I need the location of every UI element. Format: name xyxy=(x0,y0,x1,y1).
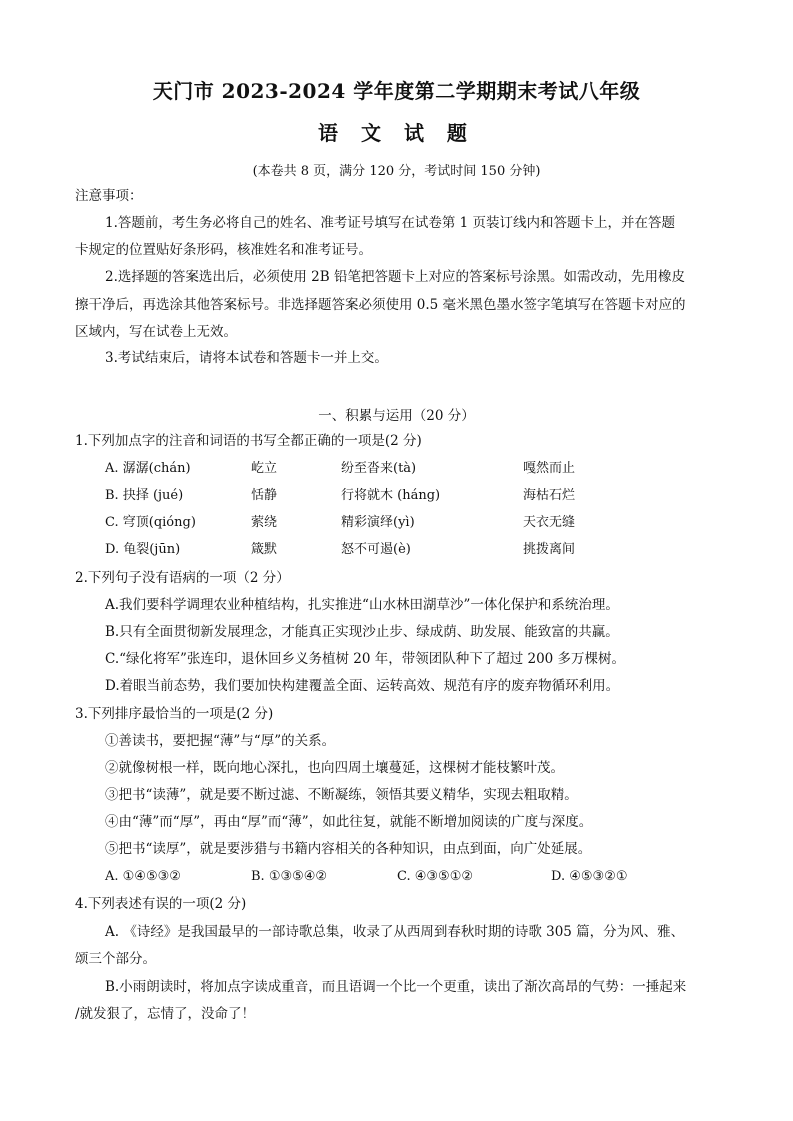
question-4-stem: 4.下列表述有误的一项(2 分) xyxy=(75,896,247,912)
notice-item-2-line-2: 擦干净后，再选涂其他答案标号。非选择题答案必须使用 0.5 毫米黑色墨水签字笔填写在答题卡对应的 xyxy=(75,297,686,313)
notice-heading: 注意事项： xyxy=(75,188,143,204)
question-4-option-b-line-1: B.小雨朗读时，将加点字读成重音，而且语调一个比一个更重，读出了渐次高昂的气势：一捶起来 xyxy=(105,979,687,995)
question-3-sentence-1: ①善读书，要把握“薄”与“厚”的关系。 xyxy=(105,733,336,749)
q1-a-word-1: A. 潺潺(chán) xyxy=(105,461,191,476)
q1-b-word-2: 恬静 xyxy=(251,488,278,503)
q1-a-word-3: 纷至沓来(tà) xyxy=(341,461,417,476)
question-3-sentence-4: ④由“薄”而“厚”，再由“厚”而“薄”，如此往复，就能不断增加阅读的广度与深度。 xyxy=(105,814,593,830)
question-4-option-b-line-2: /就发狠了，忘情了，没命了！ xyxy=(75,1006,256,1022)
exam-info: (本卷共 8 页，满分 120 分，考试时间 150 分钟) xyxy=(252,164,541,179)
exam-subtitle: 语 文 试 题 xyxy=(318,121,475,145)
question-3-sentence-5: ⑤把书“读厚”，就是要涉猎与书籍内容相关的各种知识，由点到面，向广处延展。 xyxy=(105,841,592,857)
q1-b-word-1: B. 抉择 (jué) xyxy=(105,488,184,503)
notice-item-2-line-1: 2.选择题的答案选出后，必须使用 2B 铅笔把答题卡上对应的答案标号涂黑。如需改动，先用橡皮 xyxy=(105,269,685,285)
question-2-option-a: A.我们要科学调理农业种植结构，扎实推进“山水林田湖草沙”一体化保护和系统治理。 xyxy=(105,597,619,613)
q1-d-word-2: 箴默 xyxy=(251,542,278,557)
notice-item-3: 3.考试结束后，请将本试卷和答题卡一并上交。 xyxy=(105,350,388,366)
q1-c-word-4: 天衣无缝 xyxy=(523,515,576,530)
q3-option-c: C. ④③⑤①② xyxy=(397,869,474,884)
exam-title: 天门市 2023-2024 学年度第二学期期末考试八年级 xyxy=(152,79,641,103)
q1-a-word-4: 嘎然而止 xyxy=(523,461,576,476)
q1-d-word-4: 挑拨离间 xyxy=(523,542,576,557)
notice-item-1-line-2: 卡规定的位置贴好条形码，核准姓名和准考证号。 xyxy=(75,242,372,258)
question-2-stem: 2.下列句子没有语病的一项（2 分） xyxy=(75,570,290,586)
question-4-option-a-line-1: A. 《诗经》是我国最早的一部诗歌总集，收录了从西周到春秋时期的诗歌 305 篇，分为风、雅、 xyxy=(105,924,685,940)
question-2-option-b: B.只有全面贯彻新发展理念，才能真正实现沙止步、绿成荫、助发展、能致富的共赢。 xyxy=(105,624,619,640)
section-heading: 一、积累与运用（20 分） xyxy=(318,408,475,424)
q3-option-d: D. ④⑤③②① xyxy=(551,869,628,884)
q3-option-b: B. ①③⑤④② xyxy=(251,869,328,884)
q1-c-word-1: C. 穹顶(qióng) xyxy=(105,515,196,530)
question-4-option-a-line-2: 颂三个部分。 xyxy=(75,951,156,967)
q1-d-word-3: 怒不可遏(è) xyxy=(341,542,411,557)
q1-d-word-1: D. 龟裂(jūn) xyxy=(105,542,181,557)
notice-item-1-line-1: 1.答题前，考生务必将自己的姓名、准考证号填写在试卷第 1 页装订线内和答题卡上，并在答题 xyxy=(105,215,676,231)
notice-item-2-line-3: 区域内，写在试卷上无效。 xyxy=(75,324,237,340)
question-3-stem: 3.下列排序最恰当的一项是(2 分) xyxy=(75,706,274,722)
q1-b-word-4: 海枯石烂 xyxy=(523,488,576,503)
q1-a-word-2: 屹立 xyxy=(251,461,278,476)
q1-c-word-3: 精彩演绎(yì) xyxy=(341,515,415,530)
question-2-option-c: C.“绿化将军”张连印，退休回乡义务植树 20 年，带领团队种下了超过 200 多万棵树。 xyxy=(105,651,626,667)
question-3-sentence-3: ③把书“读薄”，就是要不断过滤、不断凝练，领悟其要义精华，实现去粗取精。 xyxy=(105,787,578,803)
q3-option-a: A. ①④⑤③② xyxy=(105,869,181,884)
question-1-stem: 1.下列加点字的注音和词语的书写全都正确的一项是(2 分) xyxy=(75,433,422,449)
q1-c-word-2: 萦绕 xyxy=(251,515,278,530)
q1-b-word-3: 行将就木 (háng) xyxy=(341,488,441,503)
question-3-sentence-2: ②就像树根一样，既向地心深扎，也向四周土壤蔓延，这棵树才能枝繁叶茂。 xyxy=(105,760,564,776)
question-2-option-d: D.着眼当前态势，我们要加快构建覆盖全面、运转高效、规范有序的废弃物循环利用。 xyxy=(105,678,620,694)
